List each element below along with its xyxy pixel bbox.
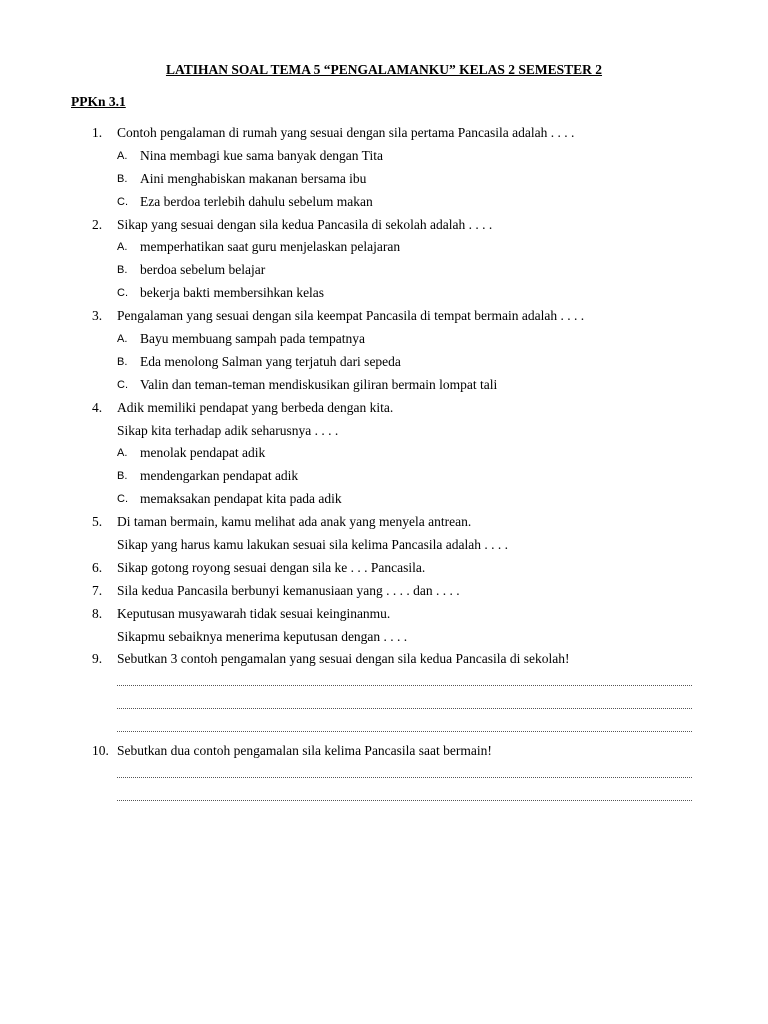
question-number: 5.: [92, 514, 103, 530]
option-text: berdoa sebelum belajar: [140, 262, 266, 278]
option-letter: B.: [117, 264, 128, 277]
answer-option: [0, 351, 768, 374]
question-number: 2.: [92, 216, 103, 232]
answer-line-dots[interactable]: [117, 731, 692, 732]
question-number: 4.: [92, 399, 103, 415]
question-item: [0, 580, 768, 603]
question-number: 10.: [92, 743, 109, 759]
question-continuation: [0, 420, 768, 443]
option-letter: A.: [117, 241, 128, 254]
option-text: Bayu membuang sampah pada tempatnya: [140, 331, 365, 347]
answer-option: [0, 145, 768, 168]
question-continuation: [0, 534, 768, 557]
question-item: [0, 122, 768, 145]
option-letter: A.: [117, 447, 128, 460]
question-continuation: [0, 626, 768, 649]
question-text: Sebutkan dua contoh pengamalan sila kelima Pancasila saat bermain!: [117, 743, 492, 759]
answer-option: [0, 465, 768, 488]
question-item: [0, 397, 768, 420]
answer-line: [0, 786, 768, 809]
question-item: [0, 603, 768, 626]
option-text: bekerja bakti membersihkan kelas: [140, 285, 325, 301]
question-item: [0, 740, 768, 763]
question-number: 3.: [92, 308, 103, 324]
question-number: 1.: [92, 125, 103, 140]
answer-line: [0, 694, 768, 717]
question-item: [0, 557, 768, 580]
answer-line: [0, 717, 768, 740]
question-text-continued: Sikapmu sebaiknya menerima keputusan dengan . . . .: [117, 628, 408, 644]
option-letter: B.: [117, 470, 128, 483]
option-text: Valin dan teman-teman mendiskusikan giliran bermain lompat tali: [140, 376, 498, 392]
option-letter: C.: [117, 195, 128, 208]
question-text-continued: Sikap yang harus kamu lakukan sesuai sila kelima Pancasila adalah . . . .: [117, 537, 509, 553]
question-number: 7.: [92, 582, 103, 598]
answer-line: [0, 671, 768, 694]
question-text: Sikap gotong royong sesuai dengan sila ke . . . Pancasila.: [117, 559, 426, 575]
question-text: Pengalaman yang sesuai dengan sila keempat Pancasila di tempat bermain adalah . . . .: [117, 308, 585, 324]
answer-option: [0, 236, 768, 259]
question-item: [0, 648, 768, 671]
question-item: [0, 511, 768, 534]
question-list: [0, 122, 768, 809]
answer-option: [0, 442, 768, 465]
question-number: 9.: [92, 651, 103, 667]
option-letter: C.: [117, 378, 128, 391]
answer-option: [0, 191, 768, 214]
question-text: Sila kedua Pancasila berbunyi kemanusiaan yang . . . . dan . . . .: [117, 582, 460, 598]
option-letter: B.: [117, 355, 128, 368]
question-text: Sebutkan 3 contoh pengamalan yang sesuai dengan sila kedua Pancasila di sekolah!: [117, 651, 570, 667]
option-text: mendengarkan pendapat adik: [140, 468, 299, 484]
question-text-continued: Sikap kita terhadap adik seharusnya . . . .: [117, 422, 339, 438]
option-letter: C.: [117, 287, 128, 300]
answer-option: [0, 259, 768, 282]
question-text: Keputusan musyawarah tidak sesuai keinginanmu.: [117, 605, 391, 621]
answer-option: [0, 328, 768, 351]
question-text: Adik memiliki pendapat yang berbeda dengan kita.: [117, 399, 394, 415]
question-text: Sikap yang sesuai dengan sila kedua Pancasila di sekolah adalah . . . .: [117, 216, 493, 232]
worksheet-title: [0, 62, 768, 78]
option-text: memaksakan pendapat kita pada adik: [140, 491, 342, 507]
option-text: Aini menghabiskan makanan bersama ibu: [140, 170, 367, 186]
question-number: 6.: [92, 559, 103, 575]
answer-option: [0, 168, 768, 191]
question-text: Contoh pengalaman di rumah yang sesuai dengan sila pertama Pancasila adalah . . . .: [117, 125, 575, 140]
option-text: Eda menolong Salman yang terjatuh dari sepeda: [140, 353, 401, 369]
option-text: menolak pendapat adik: [140, 445, 266, 461]
option-text: Eza berdoa terlebih dahulu sebelum makan: [140, 193, 373, 209]
section-heading: PPKn 3.1: [71, 94, 126, 109]
answer-line-dots[interactable]: [117, 685, 692, 686]
question-item: [0, 305, 768, 328]
answer-option: [0, 488, 768, 511]
question-number: 8.: [92, 605, 103, 621]
answer-option: [0, 374, 768, 397]
option-text: memperhatikan saat guru menjelaskan pelajaran: [140, 239, 401, 255]
option-letter: A.: [117, 333, 128, 346]
worksheet-title-text: LATIHAN SOAL TEMA 5 “PENGALAMANKU” KELAS 2 SEMESTER 2: [165, 62, 603, 77]
option-letter: A.: [117, 149, 128, 162]
question-text: Di taman bermain, kamu melihat ada anak yang menyela antrean.: [117, 514, 472, 530]
answer-line-dots[interactable]: [117, 800, 692, 801]
answer-line-dots[interactable]: [117, 708, 692, 709]
option-letter: B.: [117, 172, 128, 185]
question-item: [0, 214, 768, 237]
option-text: Nina membagi kue sama banyak dengan Tita: [140, 147, 383, 163]
answer-option: [0, 282, 768, 305]
answer-line: [0, 763, 768, 786]
option-letter: C.: [117, 493, 128, 506]
answer-line-dots[interactable]: [117, 777, 692, 778]
